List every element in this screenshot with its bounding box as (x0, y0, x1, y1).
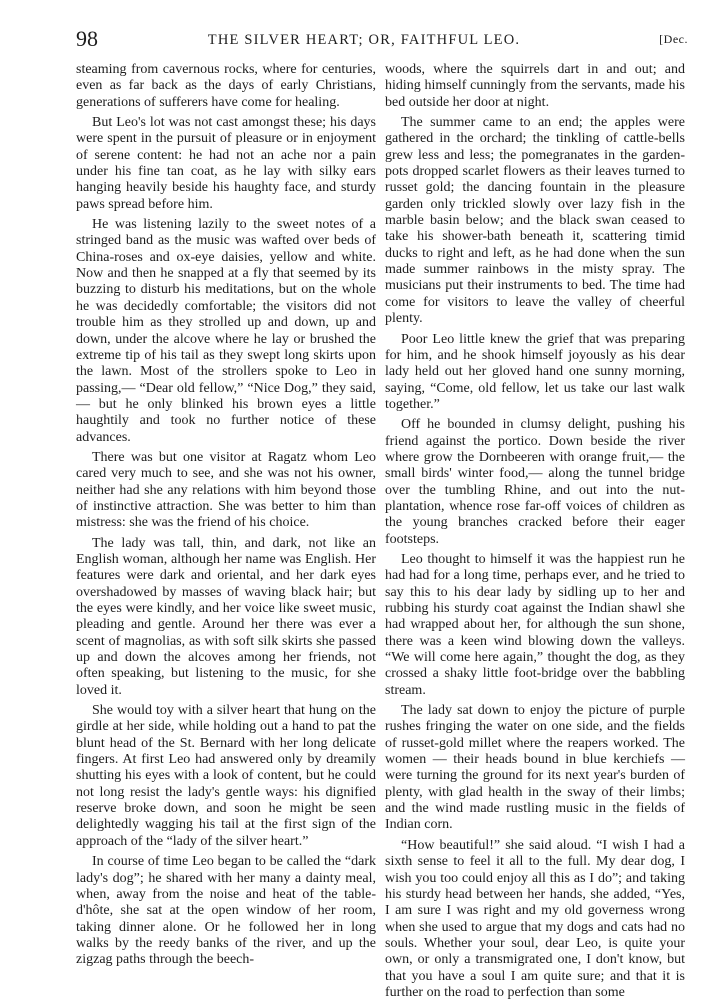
paragraph: She would toy with a silver heart that hung on the girdle at her side, while holding out a hand to pat the blunt head of the St. Bernard with her long delicate fingers. At first Leo had answered only by dreamily shutting his eyes with a look of content, but he could not long resist the lady's gentle ways: his dignified reserve broke down, and soon he might be seen delightedly wagging his tail at the first sign of the approach of the “lady of the silver heart.” (76, 703, 376, 849)
paragraph: Leo thought to himself it was the happiest run he had had for a long time, perhaps ever, and he tried to say this to his dear lady by sidling up to her and rubbing his sturdy coat against the Indian shawl she had wrapped about her, for although the sun shone, there was a keen wind blowing down the valleys. “We will come here again,” thought the dog, as they crossed a shaky little foot-bridge over the babbling stream. (385, 551, 685, 698)
page-header (40, 26, 688, 56)
paragraph: But Leo's lot was not cast amongst these; his days were spent in the pursuit of pleasure or in enjoyment of serene content: he had not an ache nor a pain under his fine tan coat, as he lay with silky ears hanging heavily beside his haughty face, and sturdy paws spread before him. (76, 115, 376, 212)
left-column (76, 62, 376, 969)
paragraph: woods, where the squirrels dart in and out; and hiding himself cunningly from the servants, made his bed outside her door at night. (385, 62, 685, 110)
running-title: THE SILVER HEART; OR, FAITHFUL LEO. (207, 32, 521, 48)
paragraph: steaming from cavernous rocks, where for centuries, even as far back as the days of early Christians, generations of sufferers have come for healing. (76, 62, 376, 110)
paragraph: The lady sat down to enjoy the picture of purple rushes fringing the water on one side, and the fields of russet-gold millet where the reapers worked. The women — their heads bound in blue kerchiefs — were turning the ground for its next year's burden of plenty, with glad health in the sway of their limbs; and the wind made rustling music in the fields of Indian corn. (385, 703, 685, 833)
paragraph: “How beautiful!” she said aloud. “I wish I had a sixth sense to feel it all to the full. My dear dog, I wish you too could enjoy all this as I do”; and taking his sturdy head between her hands, she added, “Yes, I am sure I was right and my old governess wrong when she used to argue that my dogs and cats had no souls. Whether your soul, dear Leo, is quite your own, or only a transmigrated one, I don't know, but that you have a soul I am quite sure; and that it is further on the road to perfection than some (385, 837, 685, 1000)
issue-month: [Dec. (659, 32, 688, 46)
paragraph: Off he bounded in clumsy delight, pushing his friend against the portico. Down beside the river where grow the Dornbeeren with orange fruit,— the small birds' winter food,— along the tunnel bridge over the tumbling Rhine, and out into the nut-plantation, whence rose far-off voices of children as the young branches cracked before their eager footsteps. (385, 417, 685, 547)
paragraph: Poor Leo little knew the grief that was preparing for him, and he shook himself joyously as his dear lady held out her gloved hand one sunny morning, saying, “Come, old fellow, let us take our last walk together.” (385, 331, 685, 412)
paragraph: There was but one visitor at Ragatz whom Leo cared very much to see, and she was not his owner, neither had she any relations with him beyond those of instinctive attraction. She was better to him than mistress: she was the friend of his choice. (76, 449, 376, 531)
right-column (385, 62, 685, 1001)
paragraph: The lady was tall, thin, and dark, not like an English woman, although her name was English. Her features were dark and oriental, and her dark eyes overshadowed by masses of waving black hair; but the eyes were kindly, and her voice like sweet music, pleading and gentle. Around her there was ever a scent of magnolias, as with soft silk skirts she passed up and down the alcoves among her friends, not often speaking, but listening to the music, for she loved it. (76, 535, 376, 698)
page-number: 98 (76, 26, 98, 51)
paragraph: He was listening lazily to the sweet notes of a stringed band as the music was wafted over beds of China-roses and ox-eye daisies, yellow and white. Now and then he snapped at a fly that seemed by its buzzing to disturb his meditations, but on the whole he was decidedly comfortable; the visitors did not trouble him as they strolled up and down, up and down, under the alcove where he lay or brushed the extreme tip of his tail as they swept long skirts upon the lawn. Most of the strollers spoke to Leo in passing,— “Dear old fellow,” “Nice Dog,” they said,— but he only blinked his brown eyes a little haughtily and took no further notice of these advances. (76, 217, 376, 445)
paragraph: In course of time Leo began to be called the “dark lady's dog”; he shared with her many a dainty meal, when, away from the noise and heat of the table-d'hôte, she sat at the open window of her room, taking dinner alone. Or he followed her in long walks by the reedy banks of the river, and up the zigzag paths through the beech- (76, 854, 376, 968)
paragraph: The summer came to an end; the apples were gathered in the orchard; the tinkling of cattle-bells grew less and less; the pomegranates in the garden-pots dropped scarlet flowers as their leaves turned to russet gold; the dancing fountain in the pleasure garden only trickled slowly over lazy fish in the marble basin below; and the black swan ceased to take his shower-bath beneath it, scattering timid ducks to right and left, as he had done when the sun made summer rainbows in the misty spray. The musicians put their instruments to bed. The time had come for visitors to leave the valley of cheerful plenty. (385, 115, 685, 327)
